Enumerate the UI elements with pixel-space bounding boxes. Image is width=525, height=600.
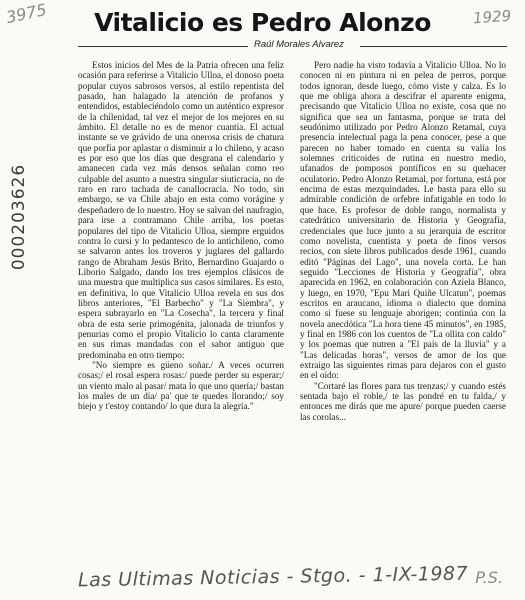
handwritten-initials: P.S. <box>475 568 503 587</box>
side-catalog-number-text: 000203626 <box>9 163 29 271</box>
article-title: Vitalicio es Pedro Alonzo <box>94 8 431 37</box>
article-column-left <box>78 60 284 412</box>
left-paragraph-1: Estos inicios del Mes de la Patria ofrecen una feliz ocasión para referirse a Vitalicio Ulloa, el donoso poeta popular cuyos sabrosos versos, al estilo repentista del pasado, han halagado la atención de profanos y entendidos, estableciéndolo como un auténtico expresor de la chilenidad, tal vez el mejor de los mejores en su ámbito. El detalle no es de menor cuantía. El actual instante se ve grávido de una onerosa crisis de chatura que porfía por aplastar o disminuir a lo chileno, y acaso es por eso que los días que desgrana el calendario y amanecen cada vez más densos señalan como reo culpable del asunto a nuestra singular siuticracia, no de raro en raro tachada de canallocracia. No todo, sin embargo, se va Chile abajo en esta como vorágine y despeñadero de lo nuestro. Hoy se salvan del naufragio, para irse a contramano Chile arriba, los poetas populares del tipo de Vitalicio Ulloa, siempre erguidos contra lo cursi y lo pedantesco de lo antichileno, como se salvaron antes los troveros y juglares del gallardo rango de Abraham Jesús Brito, Bernardino Guajardo o Liborio Salgado, dando los tres ejemplos clásicos de una muestra que multiplica sus casos similares. Es esto, en definitiva, lo que Vitalicio Ulloa revela en sus dos libros anteriores, "El Barbecho" y "La Siembra", y espera subrayarlo en "La Cosecha", la tercera y final obra de esta serie primogénita, jalonada de triunfos y penurias como el propio Vitalicio lo canta claramente en sus rimas mandadas con el sabor antiguo que predominaba en otro tiempo: <box>78 60 284 360</box>
side-catalog-number <box>2 145 30 295</box>
right-paragraph-2: "Cortaré las flores para tus trenzas;/ y cuando estés sentada bajo el roble,/ te las pondré en tu falda,/ y entonces me dirás que me apure/ porque pueden caerse las corolas... <box>300 380 506 422</box>
article-column-right <box>300 60 506 422</box>
handwritten-archive-number: 3975 <box>4 0 49 28</box>
byline-rule-left <box>78 46 248 47</box>
handwritten-year: 1929 <box>472 6 512 28</box>
article-byline: Raúl Morales Alvarez <box>254 39 344 50</box>
right-paragraph-1: Pero nadie ha visto todavía a Vitalicio Ulloa. No lo conocen ni en pintura ni en pelea de perros, porque todos ignoran, desde luego, cómo viste y calza. Es lo que me obliga ahora a descifrar el aparente enigma, precisando que Vitalicio Ulloa no existe, cosa que no significa que sea un fantasma, porque se trata del seudónimo utilizado por Pedro Alonzo Retamal, cuya presencia intelectual paga la pena conocer, pese a que parecen no haber tomado en cuenta su valía los solemnes criticoides de rutina en nuestro medio, ufanados de pomposos pontíficos en su quehacer oculatorio. Pedro Alonzo Retamal, por fortuna, está por encima de estas mezquindades. Le basta para ello su admirable condición de orfebre infatigable en todo lo que hace. Es profesor de doble rango, normalista y catedrático universitario de Historia y Geografía, credenciales que luce junto a su jerarquía de escritor como novelista, cuentista y poeta de finos versos recios, con siete libros publicados desde 1961, cuando editó "Páginas del Lago", una novela corta. Le han seguido "Lecciones de Historia y Geografía", obra aparecida en 1962, en colaboración con Aziela Blanco, y luego, en 1970, "Epu Mari Quiñe Ulcatun", poemas escritos en araucano, idioma o dialecto que domina como si fuese su lenguaje aborigen; continúa con la novela anecdótica "La hora tiene 45 minutos", en 1985, y final en 1986 con los cuentos de "La ollita con caldo" y los poemas que nutren a "El país de la lluvia" y a "Las delicadas horas", versos de amor de los que extraigo las siguientes rimas para dejaros con el gusto en el oído: <box>300 60 506 381</box>
left-paragraph-2: "No siempre es güeno soñar./ A veces ocurren cosas;/ el rosal espera rosas:/ puede perder su esperar;/ un viento malo al pasar/ mata lo que uno quería;/ bastan los males de un día/ pa' que te quedes llorando;/ soy biejo y t'estoy contando/ lo que dura la alegría." <box>78 359 284 412</box>
handwritten-source-note: Las Ultimas Noticias - Stgo. - 1-IX-1987 <box>77 562 469 592</box>
byline-row <box>78 39 507 53</box>
byline-rule-right <box>360 46 507 47</box>
